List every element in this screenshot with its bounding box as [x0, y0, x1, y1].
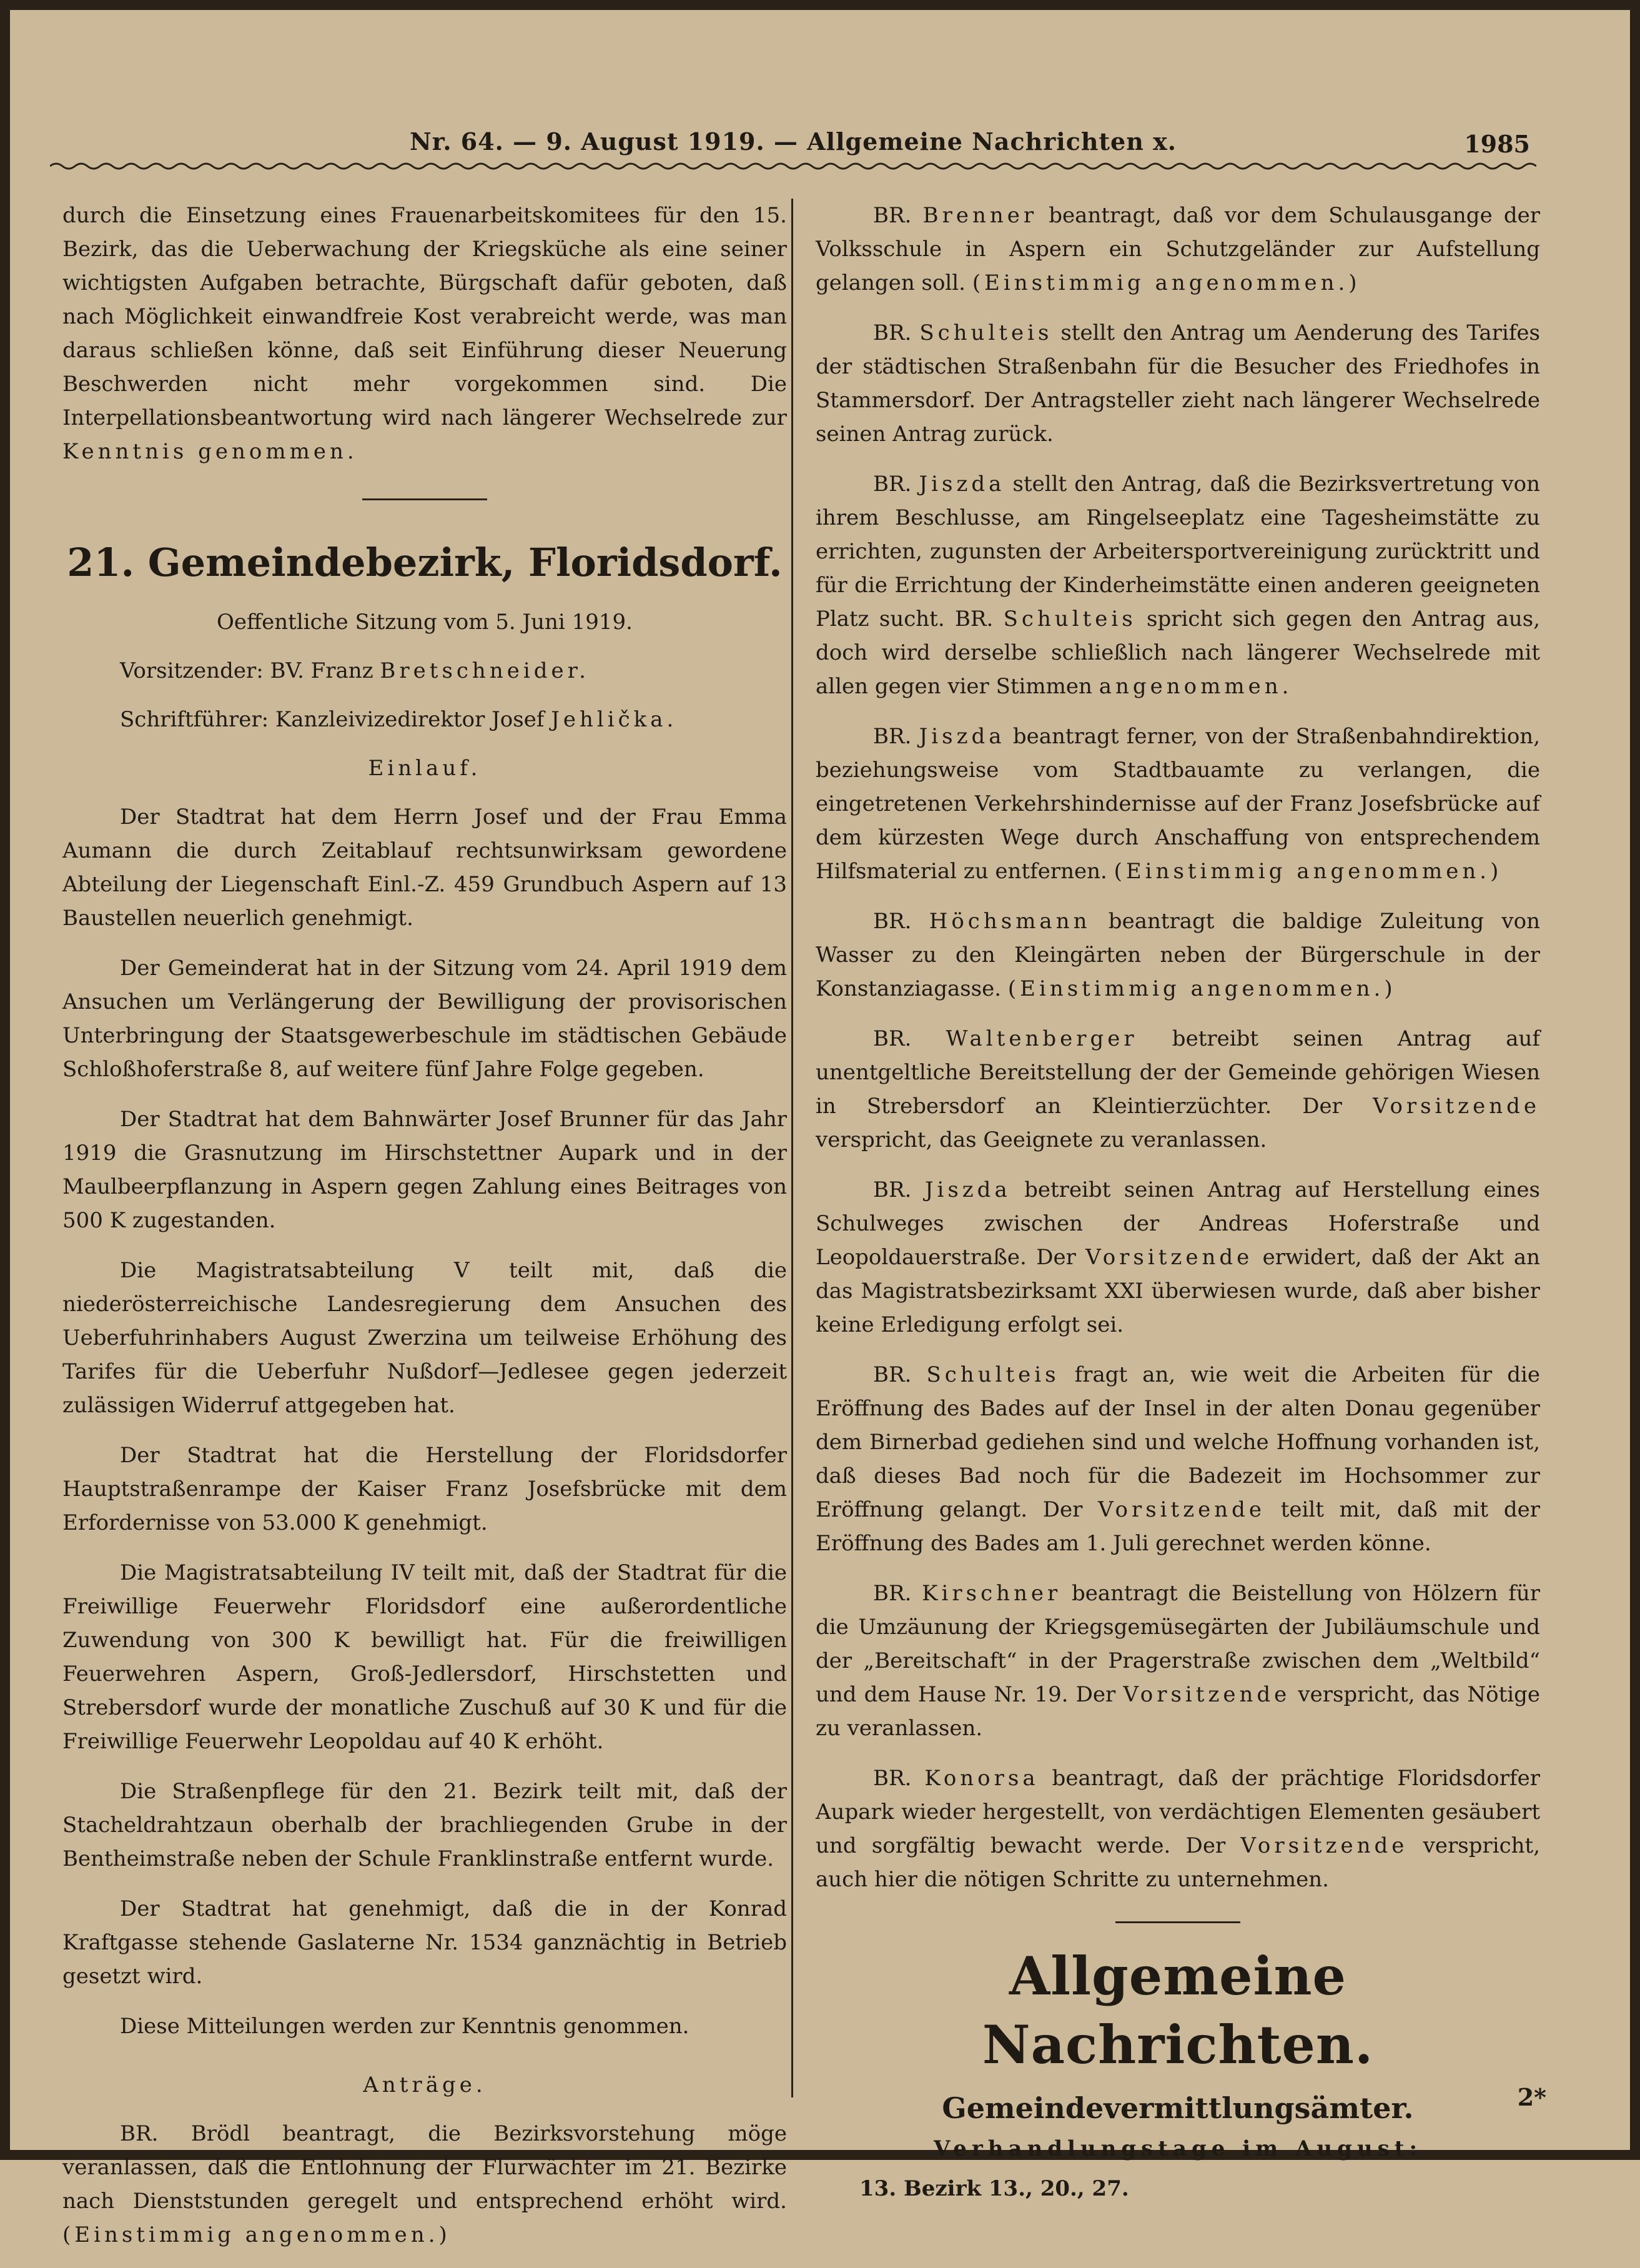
einlauf-paragraph: Die Magistratsabteilung IV teilt mit, daß der Stadtrat für die Freiwillige Feuerwehr Floridsdorf eine außerordentliche Zuwendung von 300 K bewilligt hat. Für die freiwilligen Feuerwehren Aspern, Groß-Jedlersdorf, Hirschstetten und Strebersdorf wurde der monatliche Zuschuß auf 30 K und für die Freiwillige Feuerwehr Leopoldau auf 40 K erhöht.	[62, 1560, 787, 1754]
chair-label: Vorsitzender: BV. Franz	[120, 658, 380, 683]
antrag-paragraph	[816, 467, 1540, 703]
antrag-paragraph	[816, 1173, 1540, 1342]
antrag-paragraph	[816, 199, 1540, 300]
result: (Einstimmig angenommen.)	[1007, 976, 1396, 1001]
member-name: Waltenberger	[946, 1026, 1138, 1051]
antrag-text: beantragt, die Bezirksvorstehung möge veranlassen, daß die Entlohnung der Flurwächter im 21. Bezirke nach Dienststunden geregelt und entsprechend erhöht wird.	[62, 2121, 787, 2214]
secretary-line	[62, 703, 787, 736]
einlauf-paragraph: Der Stadtrat hat genehmigt, daß die in der Konrad Kraftgasse stehende Gaslaterne Nr. 1534 ganznächtig in Betrieb gesetzt wird.	[62, 1896, 787, 1989]
br-prefix: BR.	[873, 909, 929, 934]
antrag-paragraph	[816, 1022, 1540, 1157]
einlauf-paragraph: Die Straßenpflege für den 21. Bezirk teilt mit, daß der Stacheldrahtzaun oberhalb der brachliegenden Grube in der Bentheimstraße neben der Schule Franklinstraße entfernt wurde.	[62, 1779, 787, 1871]
running-title: Nr. 64. — 9. August 1919. — Allgemeine Nachrichten x.	[410, 127, 1177, 156]
antrag-text: fragt an, wie weit die Arbeiten für die Eröffnung des Bades auf der Insel in der alten Donau gegenüber dem Birnerbad gediehen sind und welche Hoffnung vorhanden ist, daß dieses Bad noch für die Badezeit im Hochsommer zur Eröffnung gelangt. Der	[816, 1362, 1540, 1522]
antrag-text: verspricht, das Nötige zu veranlassen.	[816, 1682, 1540, 1741]
antrag-paragraph	[816, 1358, 1540, 1560]
member-name: Schulteis	[1003, 607, 1137, 631]
member-name: Kirschner	[922, 1581, 1062, 1606]
member-name: Jiszda	[924, 1177, 1011, 1202]
signature-mark: 2*	[1517, 2083, 1546, 2111]
header-wavy-rule	[50, 160, 1536, 172]
secretary-label: Schriftführer: Kanzleivizedirektor Josef	[120, 707, 551, 732]
antrag-text: verspricht, das Geeignete zu veranlassen.	[816, 1127, 1267, 1152]
einlauf-heading: Einlauf.	[368, 756, 482, 781]
br-prefix: BR.	[120, 2121, 191, 2146]
chair-name: Bretschneider.	[380, 658, 590, 683]
antrag-text: beantragt, daß vor dem Schulausgange der Volksschule in Aspern ein Schutzgeländer zur Aufstellung gelangen soll.	[816, 203, 1541, 295]
intro-paragraph	[62, 199, 787, 468]
chair-ref: Vorsitzende	[1123, 1682, 1291, 1707]
member-name: Konorsa	[924, 1766, 1039, 1791]
left-column	[62, 199, 787, 2268]
antrag-paragraph	[816, 904, 1540, 1006]
antrag-text: teilt mit, daß mit der Eröffnung des Bades am 1. Juli gerechnet werden könne.	[816, 1497, 1541, 1556]
member-name: Höchsmann	[929, 909, 1091, 934]
antrag-text: betreibt seinen Antrag auf Herstellung eines Schulweges zwischen der Andreas Hoferstraße und Leopoldauerstraße. Der	[816, 1177, 1540, 1270]
secretary-name: Jehlička.	[551, 707, 678, 732]
section-rule	[362, 498, 487, 500]
news-rule	[1115, 1921, 1240, 1923]
chair-ref: Vorsitzende	[1373, 1094, 1540, 1119]
br-prefix: BR.	[873, 724, 919, 749]
chair-ref: Vorsitzende	[1240, 1833, 1408, 1858]
br-prefix: BR.	[873, 1177, 925, 1202]
page-number: 1985	[1464, 130, 1530, 158]
member-name: Schulteis	[919, 320, 1053, 345]
antrag-paragraph	[816, 316, 1540, 451]
einlauf-paragraph: Diese Mitteilungen werden zur Kenntnis genommen.	[120, 2014, 689, 2039]
member-name: Brenner	[922, 203, 1038, 228]
right-column	[816, 199, 1540, 2206]
antrag-text: beantragt ferner, von der Straßenbahndirektion, beziehungsweise vom Stadtbauamte zu verlangen, die eingetretenen Verkehrshindernisse auf der Franz Josefsbrücke auf dem kürzesten Wege durch Anschaffung von entsprechendem Hilfsmaterial zu entfernen.	[816, 724, 1540, 884]
antraege-heading: Anträge.	[363, 2072, 487, 2097]
member-name: Jiszda	[919, 724, 1005, 749]
einlauf-paragraph: Die Magistratsabteilung V teilt mit, daß die niederösterreichische Landesregierung dem Ansuchen des Ueberfuhrinhabers August Zwerzina um teilweise Erhöhung des Tarifes für die Ueberfuhr Nußdorf—Jedlesee gegen jederzeit zulässigen Widerruf attgegeben hat.	[62, 1258, 787, 1418]
einlauf-paragraph: Der Gemeinderat hat in der Sitzung vom 24. April 1919 dem Ansuchen um Verlängerung der Bewilligung der provisorischen Unterbringung der Staatsgewerbeschule im städtischen Gebäude Schloßhoferstraße 8, auf weitere fünf Jahre Folge gegeben.	[62, 956, 787, 1082]
einlauf-paragraph: Der Stadtrat hat dem Herrn Josef und der Frau Emma Aumann die durch Zeitablauf rechtsunwirksam gewordene Abteilung der Liegenschaft Einl.-Z. 459 Grundbuch Aspern auf 13 Baustellen neuerlich genehmigt.	[62, 805, 787, 931]
einlauf-paragraph: Der Stadtrat hat die Herstellung der Floridsdorfer Hauptstraßenrampe der Kaiser Franz Josefsbrücke mit dem Erfordernisse von 53.000 K genehmigt.	[62, 1443, 787, 1535]
news-days-heading: Verhandlungstage im August:	[933, 2136, 1422, 2161]
einlauf-paragraph: Der Stadtrat hat dem Bahnwärter Josef Brunner für das Jahr 1919 die Grasnutzung im Hirschstettner Aupark und in der Maulbeerpflanzung in Aspern gegen Zahlung eines Beitrages von 500 K zugestanden.	[62, 1107, 787, 1233]
antrag-text: verspricht, auch hier die nötigen Schritte zu unternehmen.	[816, 1833, 1541, 1892]
antrag-text: beantragt die baldige Zuleitung von Wasser zu den Kleingärten neben der Bürgerschule in der Konstanziagasse.	[816, 909, 1540, 1001]
chair-ref: Vorsitzende	[1098, 1497, 1266, 1522]
antrag-text: beantragt die Beistellung von Hölzern für die Umzäunung der Kriegsgemüsegärten der Jubiläumschule und der „Bereitschaft“ in der Pragerstraße zwischen dem „Weltbild“ und dem Hause Nr. 19. Der	[816, 1581, 1540, 1707]
column-divider	[791, 199, 793, 2097]
br-prefix: BR.	[873, 1026, 946, 1051]
result: (Einstimmig angenommen.)	[1114, 859, 1503, 884]
antrag-text: erwidert, daß der Akt an das Magistratsbezirksamt XXI überwiesen wurde, daß aber bisher keine Erledigung erfolgt sei.	[816, 1245, 1540, 1337]
br-prefix: BR.	[873, 1766, 925, 1791]
antrag-paragraph	[816, 1577, 1540, 1745]
member-name: Jiszda	[919, 472, 1005, 497]
antrag-text: betreibt seinen Antrag auf unentgeltliche Bereitstellung der der Gemeinde gehörigen Wiesen in Strebersdorf an Kleintierzüchter. Der	[816, 1026, 1540, 1119]
antrag-paragraph	[816, 1761, 1540, 1896]
member-name: Brödl	[190, 2121, 250, 2146]
result: angenommen.	[1099, 674, 1293, 699]
antrag-text: beantragt, daß der prächtige Floridsdorfer Aupark wieder hergestellt, von verdächtigen Elementen gesäubert und sorgfältig bewacht werde. Der	[816, 1766, 1540, 1858]
antrag-broedl	[62, 2117, 787, 2252]
antrag-text: stellt den Antrag um Aenderung des Tarifes der städtischen Straßenbahn für die Besucher des Friedhofes in Stammersdorf. Der Antragsteller zieht nach längerer Wechselrede seinen Antrag zurück.	[816, 320, 1540, 447]
news-title: Allgemeine Nachrichten.	[982, 1945, 1374, 2076]
br-prefix: BR.	[873, 203, 923, 228]
antrag-text: spricht sich gegen den Antrag aus, doch wird derselbe schließlich nach längerer Wechselrede mit allen gegen vier Stimmen	[816, 607, 1541, 699]
result: (Einstimmig angenommen.)	[972, 270, 1361, 295]
news-line: 13. Bezirk 13., 20., 27.	[859, 2176, 1129, 2201]
intro-spaced: Kenntnis genommen.	[62, 439, 358, 464]
antrag-paragraph	[816, 720, 1540, 888]
br-prefix: BR.	[873, 1362, 927, 1387]
intro-text: durch die Einsetzung eines Frauenarbeitskomitees für den 15. Bezirk, das die Ueberwachung der Kriegsküche als eine seiner wichtigsten Aufgaben betrachte, Bürgschaft dafür geboten, daß nach Möglichkeit einwandfreie Kost verabreicht werde, was man daraus schließen könne, daß seit Einführung dieser Neuerung Beschwerden nicht mehr vorgekommen sind. Die Interpellationsbeantwortung wird nach längerer Wechselrede zur	[62, 203, 787, 430]
chair-line	[62, 654, 787, 688]
session-line: Oeffentliche Sitzung vom 5. Juni 1919.	[217, 610, 633, 635]
result: (Einstimmig angenommen.)	[62, 2222, 451, 2247]
section-title: 21. Gemeindebezirk, Floridsdorf.	[67, 540, 783, 585]
br-prefix: BR.	[873, 1581, 922, 1606]
br-prefix: BR.	[873, 320, 920, 345]
news-subtitle: Gemeindevermittlungsämter.	[942, 2091, 1414, 2125]
br-prefix: BR.	[873, 472, 919, 497]
antrag-text: stellt den Antrag, daß die Bezirksvertretung von ihrem Beschlusse, am Ringelseeplatz eine Tagesheimstätte zu errichten, zugunsten der Arbeitersportvereinigung zurücktritt und für die Errichtung der Kinderheimstätte einen anderen geeigneten Platz sucht. BR.	[816, 472, 1540, 631]
member-name: Schulteis	[926, 1362, 1060, 1387]
chair-ref: Vorsitzende	[1085, 1245, 1253, 1270]
